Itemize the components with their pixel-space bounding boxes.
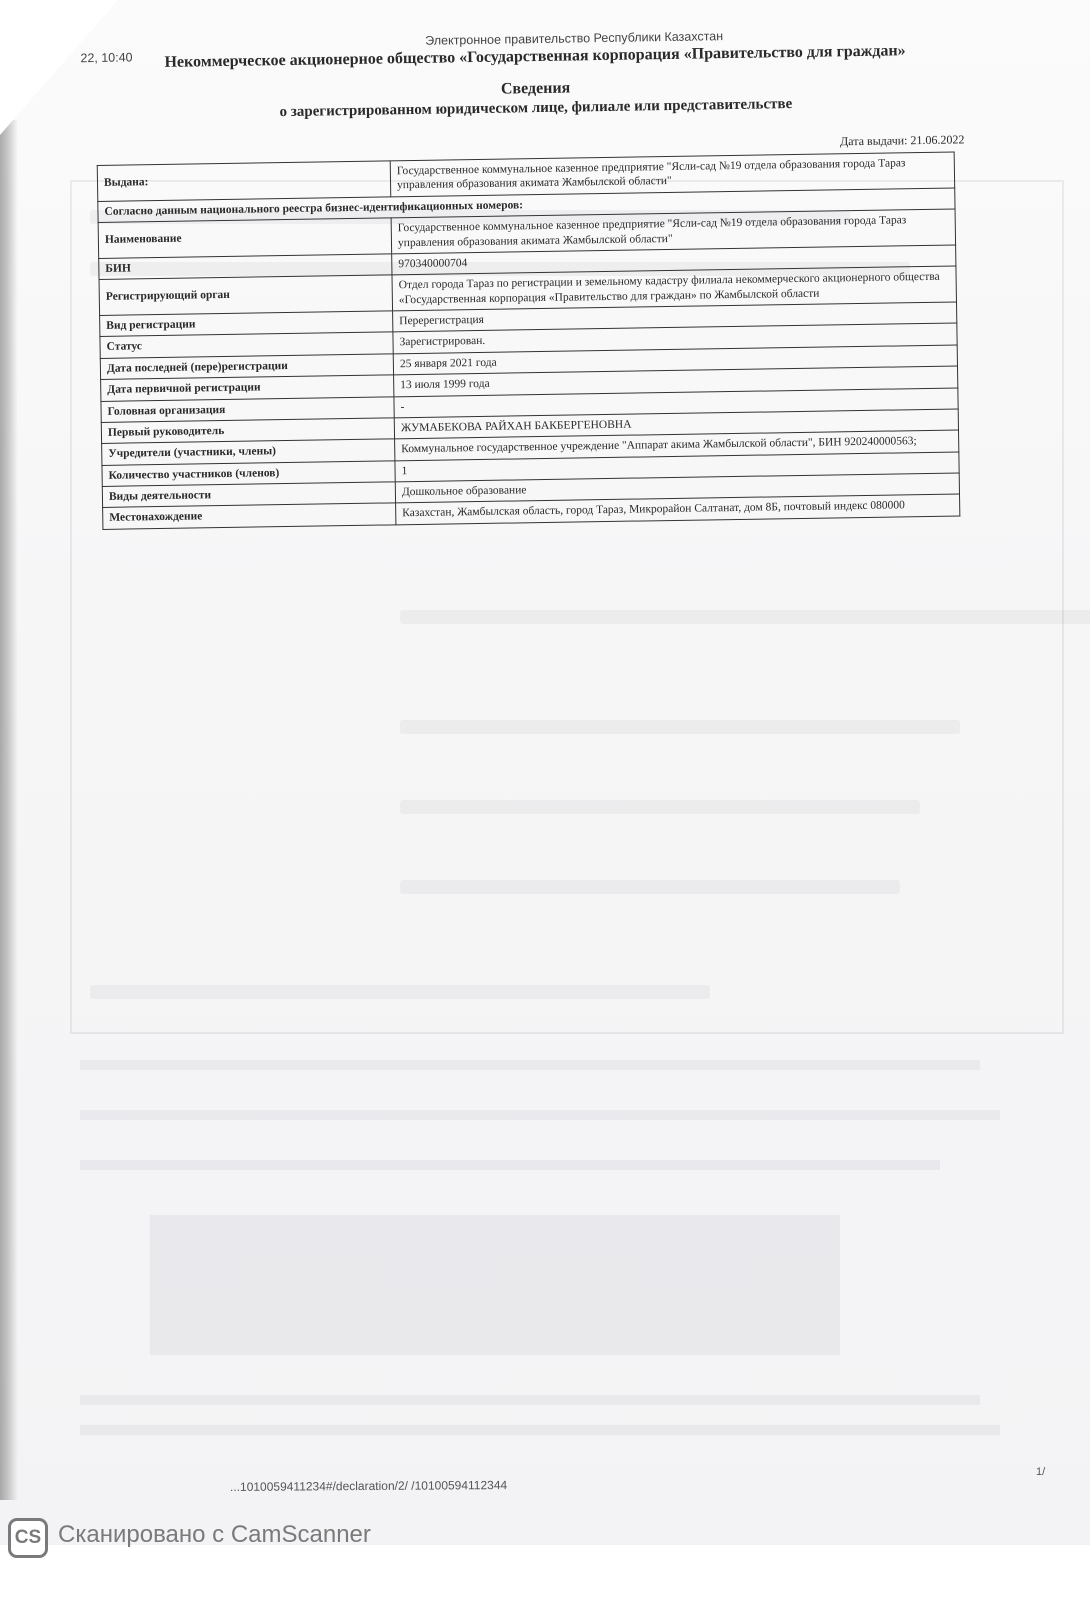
bleed-through-line (400, 610, 1090, 624)
bleed-through-block (150, 1215, 840, 1355)
row-value: Казахстан, Жамбылская область, город Тараз, Микрорайон Салтанат, дом 8Б, почтовый индекс 080000 (396, 494, 960, 524)
bleed-through-line (80, 1160, 940, 1170)
row-value: ЖУМАБЕКОВА РАЙХАН БАКБЕРГЕНОВНА (394, 409, 958, 439)
scanner-watermark-bar (0, 1545, 1090, 1600)
row-value: Дошкольное образование (395, 473, 959, 503)
row-label: Первый руководитель (101, 418, 394, 444)
bleed-through-line (80, 1395, 980, 1405)
print-footer-url: ...1010059411234#/declaration/2/ /10100594112344 (229, 1478, 508, 1494)
bleed-through-line (400, 720, 960, 734)
bleed-through-line (400, 800, 920, 814)
bleed-through-line (90, 985, 710, 999)
row-label: Вид регистрации (100, 311, 393, 337)
document-subtitle: о зарегистрированном юридическом лице, филиале или представительстве (279, 96, 793, 121)
bleed-through-line (80, 1110, 1000, 1120)
row-label: Учредители (участники, члены) (102, 439, 395, 465)
row-value: Отдел города Тараз по регистрации и земельному кадастру филиала некоммерческого акционерного общества «Государственная корпорация «Правительство для граждан» по Жамбылской области (392, 266, 956, 311)
bleed-through-line (80, 1425, 1000, 1435)
document-title: Сведения (500, 79, 571, 98)
folded-corner (0, 0, 118, 135)
row-label: Виды деятельности (102, 482, 395, 508)
row-label: Местонахождение (103, 503, 396, 529)
print-time: 22, 10:40 (80, 50, 133, 66)
issue-date: Дата выдачи: 21.06.2022 (839, 132, 965, 149)
row-value: 13 июля 1999 года (394, 366, 958, 396)
row-label: Количество участников (членов) (102, 460, 395, 486)
issuer-organization: Некоммерческое акционерное общество «Государственная корпорация «Правительство для граждан» (164, 42, 906, 71)
section-heading: Согласно данным национального реестра бизнес-идентификационных номеров: (98, 188, 955, 223)
row-label: Головная организация (101, 396, 394, 422)
row-value: 970340000704 (392, 245, 956, 275)
row-label: Статус (100, 332, 393, 358)
row-value: Зарегистрирован. (393, 323, 957, 353)
registration-table (97, 152, 961, 530)
certificate (95, 41, 982, 530)
row-label: Наименование (98, 218, 392, 258)
row-value: Государственное коммунальное казенное предприятие "Ясли-сад №19 отдела образования города Тараз управления образования акимата Жамбылской области" (390, 152, 954, 197)
row-label: Дата первичной регистрации (101, 375, 394, 401)
row-value: Коммунальное государственное учреждение "Аппарат акима Жамбылской области", БИН 920240000563; (395, 430, 959, 460)
row-value: Государственное коммунальное казенное предприятие "Ясли-сад №19 отдела образования города Тараз управления образования акимата Жамбылской области" (391, 209, 955, 254)
camscanner-logo-icon: CS (8, 1518, 48, 1558)
bleed-through-line (80, 1060, 980, 1070)
row-value: Перерегистрация (393, 302, 957, 332)
gov-portal-title: Электронное правительство Республики Казахстан (425, 29, 724, 48)
camscanner-watermark: Сканировано с CamScanner (58, 1521, 371, 1548)
row-label: БИН (99, 254, 392, 280)
row-label: Дата последней (пере)регистрации (100, 354, 393, 380)
bleed-through-line (400, 880, 900, 894)
row-value: 1 (395, 452, 959, 482)
page-number: 1/ (1036, 1466, 1046, 1478)
row-value: - (394, 387, 958, 417)
scan-edge-shadow (0, 120, 18, 1500)
row-label: Выдана: (97, 161, 391, 201)
row-value: 25 января 2021 года (393, 345, 957, 375)
row-label: Регистрирующий орган (99, 275, 393, 315)
